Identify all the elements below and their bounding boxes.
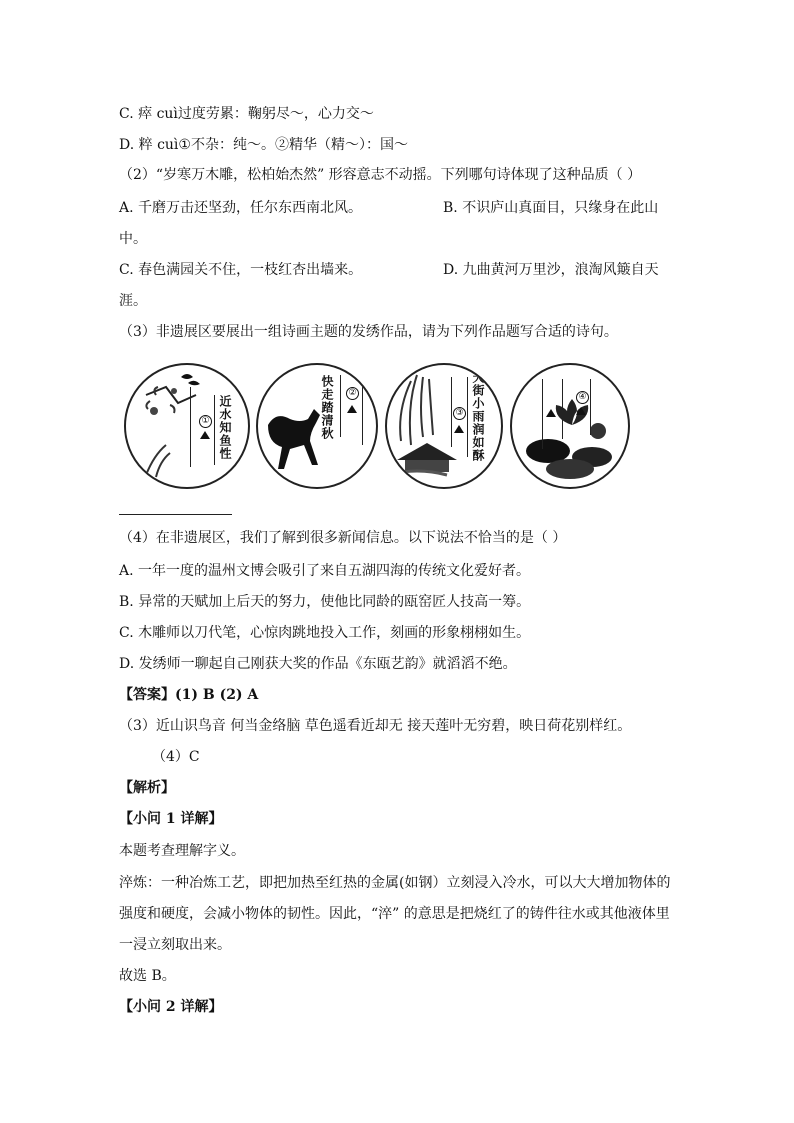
sub1-paragraph-4: 一浸立刻取出来。 [119, 937, 231, 953]
sub1-paragraph-2: 淬炼：一种冶炼工艺，即把加热至红热的金属(如钢）立刻浸入冷水，可以大大增加物体的 [119, 875, 671, 891]
marker-3: ③ [453, 407, 466, 420]
painting-circle-1 [124, 363, 250, 489]
q2-option-d: D. 九曲黄河万里沙，浪淘风簸自天 [443, 262, 659, 278]
answer-line-3: （4）C [152, 749, 200, 765]
sub-question-2-heading: 【小问 2 详解】 [119, 999, 223, 1015]
painting-1-caption: 近水知鱼性 [218, 395, 232, 460]
q2-option-a: A. 千磨万击还坚劲，任尔东西南北风。 [119, 200, 363, 216]
question-3: （3）非遗展区要展出一组诗画主题的发绣作品，请为下列作品题写合适的诗句。 [119, 324, 618, 340]
sub-question-1-heading: 【小问 1 详解】 [119, 811, 223, 827]
q2-option-b: B. 不识庐山真面目，只缘身在此山 [443, 200, 659, 216]
painting-circle-4 [510, 363, 630, 489]
caption-bar [190, 387, 191, 467]
question-2: （2）“岁寒万木雕，松柏始杰然” 形容意志不动摇。下列哪句诗体现了这种品质（ ） [119, 167, 642, 183]
question-4: （4）在非遗展区，我们了解到很多新闻信息。以下说法不恰当的是（ ） [119, 530, 567, 546]
sub1-paragraph-5: 故选 B。 [119, 968, 176, 984]
painting-2-caption: 快走踏清秋 [320, 375, 334, 440]
caption-bar [590, 379, 591, 435]
running-horse-icon [258, 365, 376, 487]
q4-option-c: C. 木雕师以刀代笔，心惊肉跳地投入工作，刻画的形象栩栩如生。 [119, 625, 531, 641]
blank-triangle-4b [576, 407, 586, 415]
caption-bar [362, 385, 363, 445]
sub1-paragraph-3: 强度和硬度，会减小物体的韧性。因此，“淬” 的意思是把烧红了的铸件往水或其他液体里 [119, 906, 670, 922]
q2-option-b-continued: 中。 [119, 231, 147, 247]
sub1-paragraph-1: 本题考查理解字义。 [119, 843, 245, 859]
analysis-heading: 【解析】 [119, 780, 175, 796]
caption-bar [562, 379, 563, 439]
marker-1: ① [199, 415, 212, 428]
caption-bar [340, 375, 341, 437]
option-d-line: D. 粹 cuì①不杂：纯～。②精华（精～）：国～ [119, 137, 408, 153]
painting-circle-3 [385, 363, 503, 489]
painting-3-caption: 天街小雨润如酥 [471, 371, 485, 462]
footnote-rule [119, 514, 232, 515]
q4-option-d: D. 发绣师一聊起自己刚获大奖的作品《东瓯艺韵》就滔滔不绝。 [119, 656, 517, 672]
answer-line-2: （3）近山识鸟音 何当金络脑 草色遥看近却无 接天莲叶无穷碧，映日荷花别样红。 [119, 718, 632, 734]
q4-option-a: A. 一年一度的温州文博会吸引了来自五湖四海的传统文化爱好者。 [119, 563, 531, 579]
marker-2: ② [346, 387, 359, 400]
blank-triangle-4a [546, 409, 556, 417]
q4-option-b: B. 异常的天赋加上后天的努力，使他比同龄的瓯窑匠人技高一筹。 [119, 594, 531, 610]
answer-line-1: 【答案】(1) B (2) A [119, 687, 259, 703]
marker-4: ④ [576, 391, 589, 404]
caption-bar [451, 377, 452, 447]
lotus-flower-icon [512, 365, 628, 487]
blank-triangle-2 [347, 405, 357, 413]
blank-triangle-1 [200, 431, 210, 439]
q2-option-d-continued: 涯。 [119, 293, 147, 309]
caption-bar [214, 395, 215, 465]
blank-triangle-3 [454, 425, 464, 433]
painting-circle-2 [256, 363, 378, 489]
caption-bar [467, 377, 468, 457]
option-c-line: C. 瘁 cuì过度劳累：鞠躬尽～，心力交～ [119, 106, 374, 122]
q2-option-c: C. 春色满园关不住，一枝红杏出墙来。 [119, 262, 363, 278]
caption-bar [542, 379, 543, 449]
